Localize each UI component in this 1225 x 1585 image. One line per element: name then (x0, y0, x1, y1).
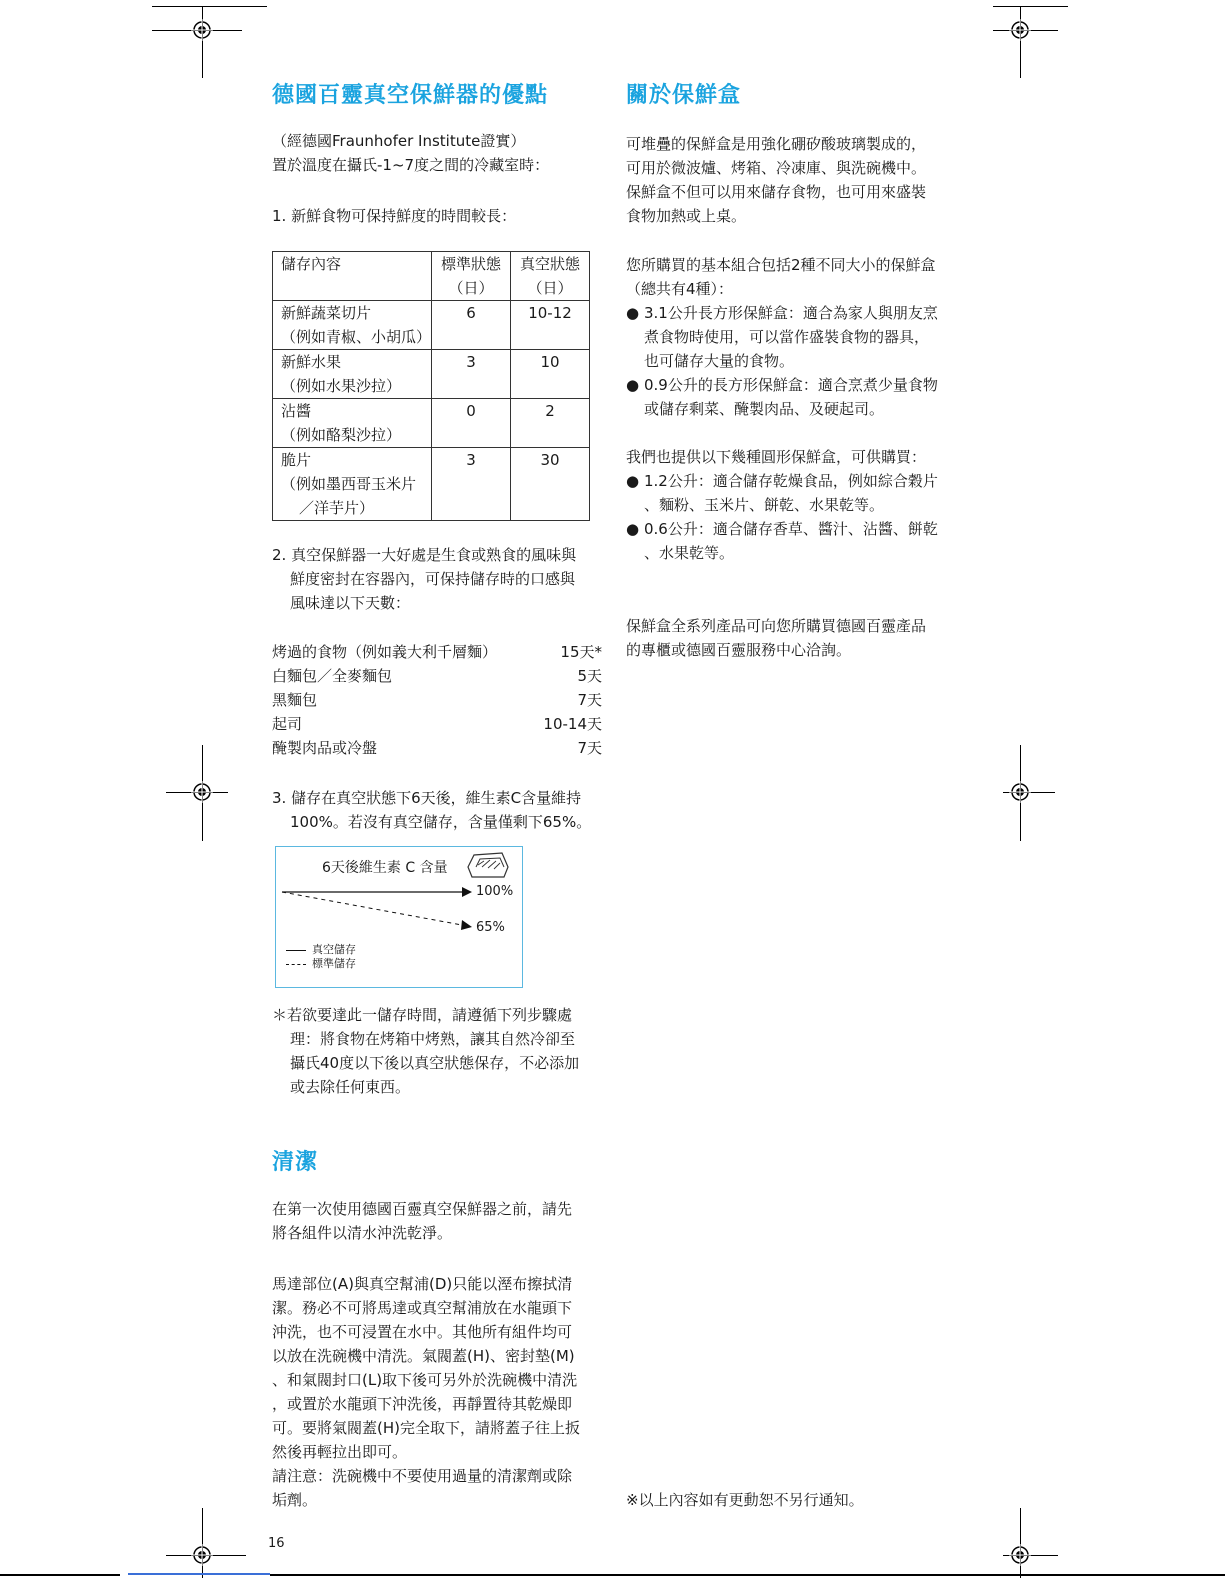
containers-para-1 (626, 132, 956, 228)
table-header-row (273, 252, 590, 301)
cleaning-line: 馬達部位(A)與真空幫浦(D)只能以溼布擦拭清 (272, 1275, 573, 1293)
footnote-line: 攝氏40度以下後以真空狀態保存，不必添加 (290, 1054, 580, 1072)
list-item-line: 1.2公升：適合儲存乾燥食品，例如綜合穀片 (644, 472, 938, 490)
bleed-line-blue (128, 1573, 270, 1575)
list-item-line: 0.9公升的長方形保鮮盒：適合烹煮少量食物 (644, 376, 938, 394)
days-item: 黑麵包 (272, 691, 318, 709)
cleaning-line: 在第一次使用德國百靈真空保鮮器之前，請先 (272, 1200, 573, 1218)
advantages-heading: 德國百靈真空保鮮器的優點 (272, 83, 549, 108)
point-2-line: 2. 真空保鮮器一大好處是生食或熟食的風味與 (272, 546, 577, 564)
containers-para-4 (626, 614, 956, 662)
row-standard: 3 (432, 448, 511, 521)
registration-mark-icon (191, 1544, 213, 1566)
label-100: 100% (476, 884, 514, 899)
cleaning-para-1 (272, 1197, 602, 1245)
row-item (273, 350, 432, 399)
header-vacuum-unit: （日） (527, 279, 573, 297)
row-item (273, 301, 432, 350)
days-row (272, 640, 602, 664)
days-value: 10-14天 (543, 715, 602, 733)
days-item: 醃製肉品或冷盤 (272, 739, 378, 757)
containers-para-3 (626, 445, 956, 469)
days-row (272, 736, 602, 760)
row-item (273, 448, 432, 521)
registration-mark-icon (1009, 19, 1031, 41)
page-number: 16 (268, 1536, 285, 1551)
point-2-line: 鮮度密封在容器內，可保持儲存時的口感與 (290, 570, 576, 588)
point-1 (272, 204, 602, 228)
list-item-line: 也可儲存大量的食物。 (644, 352, 795, 370)
days-value: 5天 (577, 667, 602, 685)
row-item-line: 脆片 (281, 451, 312, 469)
row-item-line: 沾醬 (281, 402, 312, 420)
legend-dashed-swatch (286, 964, 306, 965)
header-standard-unit: （日） (448, 279, 494, 297)
point-3-line: 3. 儲存在真空狀態下6天後，維生素C含量維持 (272, 789, 582, 807)
crop-mark (1020, 1508, 1021, 1578)
crop-mark (152, 6, 267, 7)
list-item-line: 、麵粉、玉米片、餅乾、水果乾等。 (644, 496, 885, 514)
containers-line: 保鮮盒全系列產品可向您所購買德國百靈產品 (626, 617, 927, 635)
footnote-line: 理：將食物在烤箱中烤熟，讓其自然冷卻至 (290, 1030, 576, 1048)
intro-line: （經德國Fraunhofer Institute證實） (272, 132, 526, 150)
footnote-line: 或去除任何東西。 (290, 1078, 411, 1096)
registration-mark-icon (1009, 1544, 1031, 1566)
containers-line: 食物加熱或上桌。 (626, 207, 747, 225)
legend-vacuum-label: 真空儲存 (312, 943, 356, 956)
intro-text (272, 129, 602, 177)
containers-para-2 (626, 253, 956, 301)
list-item (626, 301, 956, 373)
cleaning-line: 然後再輕拉出即可。 (272, 1443, 408, 1461)
cleaning-line: ，或置於水龍頭下沖洗後，再靜置待其乾燥即 (272, 1395, 573, 1413)
list-item (626, 517, 956, 565)
legend-standard-label: 標準儲存 (312, 957, 356, 970)
change-notice-text: ※以上內容如有更動恕不另行通知。 (626, 1491, 864, 1509)
containers-heading: 關於保鮮盒 (626, 83, 742, 108)
days-row (272, 664, 602, 688)
row-vacuum: 30 (511, 448, 590, 521)
days-row (272, 688, 602, 712)
header-content (273, 252, 432, 301)
header-standard (432, 252, 511, 301)
bullet-icon: ● (626, 520, 640, 538)
footnote-line: ＊若欲要達此一儲存時間，請遵循下列步驟處 (272, 1006, 573, 1024)
row-vacuum: 2 (511, 399, 590, 448)
list-item-line: 、水果乾等。 (644, 544, 735, 562)
registration-mark-icon (191, 781, 213, 803)
crop-mark (1020, 6, 1021, 78)
point-1-text: 1. 新鮮食物可保持鮮度的時間較長： (272, 207, 517, 225)
days-item: 烤過的食物（例如義大利千層麵） (272, 643, 498, 661)
days-item: 白麵包／全麥麵包 (272, 667, 393, 685)
crop-mark (202, 1508, 203, 1578)
row-item-line: 新鮮水果 (281, 353, 342, 371)
row-item (273, 399, 432, 448)
cleaning-para-2 (272, 1272, 602, 1512)
bullet-icon: ● (626, 472, 640, 490)
cleaning-line: 可。要將氣閥蓋(H)完全取下，請將蓋子往上扳 (272, 1419, 580, 1437)
list-item-line: 0.6公升：適合儲存香草、醬汁、沾醬、餅乾 (644, 520, 938, 538)
header-standard-label: 標準狀態 (440, 255, 501, 273)
list-item (626, 373, 956, 421)
days-value: 15天* (560, 643, 602, 661)
point-3-line: 100%。若沒有真空儲存，含量僅剩下65%。 (290, 813, 592, 831)
table-row (273, 350, 590, 399)
containers-line: 我們也提供以下幾種圓形保鮮盒，可供購買： (626, 448, 927, 466)
round-container-list (626, 469, 956, 565)
header-vacuum-label: 真空狀態 (519, 255, 580, 273)
row-vacuum: 10 (511, 350, 590, 399)
containers-line: 的專櫃或德國百靈服務中心洽詢。 (626, 641, 852, 659)
containers-line: 可用於微波爐、烤箱、冷凍庫、與洗碗機中。 (626, 159, 927, 177)
row-item-line: （例如酪梨沙拉） (281, 426, 402, 444)
list-item-line: 煮食物時使用，可以當作盛裝食物的器具， (644, 328, 930, 346)
cleaning-line: 垢劑。 (272, 1491, 318, 1509)
basic-set-list (626, 301, 956, 421)
bullet-icon: ● (626, 304, 640, 322)
header-content-label: 儲存內容 (281, 255, 342, 273)
days-item: 起司 (272, 715, 303, 733)
cleaning-line: 以放在洗碗機中清洗。氣閥蓋(H)、密封墊(M) (272, 1347, 575, 1365)
list-item-line: 或儲存剩菜、醃製肉品、及硬起司。 (644, 400, 885, 418)
registration-mark-icon (191, 19, 213, 41)
row-item-line: ／洋芋片） (299, 499, 375, 517)
vacuum-arrow (462, 887, 472, 897)
footnote (272, 1003, 602, 1099)
bleed-line (0, 1574, 120, 1576)
days-row (272, 712, 602, 736)
list-item-line: 3.1公升長方形保鮮盒：適合為家人與朋友烹 (644, 304, 938, 322)
containers-line: 保鮮盒不但可以用來儲存食物，也可用來盛裝 (626, 183, 927, 201)
row-standard: 3 (432, 350, 511, 399)
containers-line: （總共有4種）： (626, 280, 734, 298)
row-standard: 6 (432, 301, 511, 350)
container-icon (466, 851, 510, 881)
crop-mark (202, 6, 203, 78)
point-2-line: 風味達以下天數： (290, 594, 411, 612)
point-2 (272, 543, 602, 615)
change-notice (626, 1488, 956, 1512)
days-value: 7天 (577, 739, 602, 757)
table-row (273, 448, 590, 521)
label-65: 65% (476, 920, 505, 935)
bullet-icon: ● (626, 376, 640, 394)
chart-title: 6天後維生素 C 含量 (322, 860, 448, 876)
row-item-line: 新鮮蔬菜切片 (281, 304, 372, 322)
list-item (626, 469, 956, 517)
chart-legend (286, 943, 356, 971)
crop-mark (993, 6, 1068, 7)
vitamin-c-chart (275, 846, 523, 988)
legend-vacuum (286, 943, 356, 957)
cleaning-line: 、和氣閥封口(L)取下後可另外於洗碗機中清洗 (272, 1371, 578, 1389)
standard-arrow (461, 920, 472, 930)
table-row (273, 301, 590, 350)
cleaning-line: 沖洗，也不可浸置在水中。其他所有組件均可 (272, 1323, 573, 1341)
legend-standard (286, 957, 356, 971)
row-vacuum: 10-12 (511, 301, 590, 350)
days-value: 7天 (577, 691, 602, 709)
row-standard: 0 (432, 399, 511, 448)
legend-solid-swatch (286, 950, 306, 951)
row-item-line: （例如墨西哥玉米片 (281, 475, 417, 493)
containers-line: 可堆疊的保鮮盒是用強化硼矽酸玻璃製成的， (626, 135, 927, 153)
intro-line: 置於溫度在攝氏-1~7度之間的冷藏室時： (272, 156, 550, 174)
row-item-line: （例如水果沙拉） (281, 377, 402, 395)
containers-line: 您所購買的基本組合包括2種不同大小的保鮮盒 (626, 256, 936, 274)
standard-line (282, 892, 462, 925)
cleaning-heading: 清潔 (272, 1150, 319, 1175)
point-3 (272, 786, 602, 834)
storage-table (272, 251, 590, 521)
row-item-line: （例如青椒、小胡瓜） (281, 328, 432, 346)
cleaning-line: 潔。務必不可將馬達或真空幫浦放在水龍頭下 (272, 1299, 573, 1317)
bleed-line (270, 1574, 1225, 1576)
registration-mark-icon (1009, 781, 1031, 803)
cleaning-line: 將各組件以清水沖洗乾淨。 (272, 1224, 453, 1242)
table-row (273, 399, 590, 448)
header-vacuum (511, 252, 590, 301)
cleaning-line: 請注意：洗碗機中不要使用過量的清潔劑或除 (272, 1467, 573, 1485)
